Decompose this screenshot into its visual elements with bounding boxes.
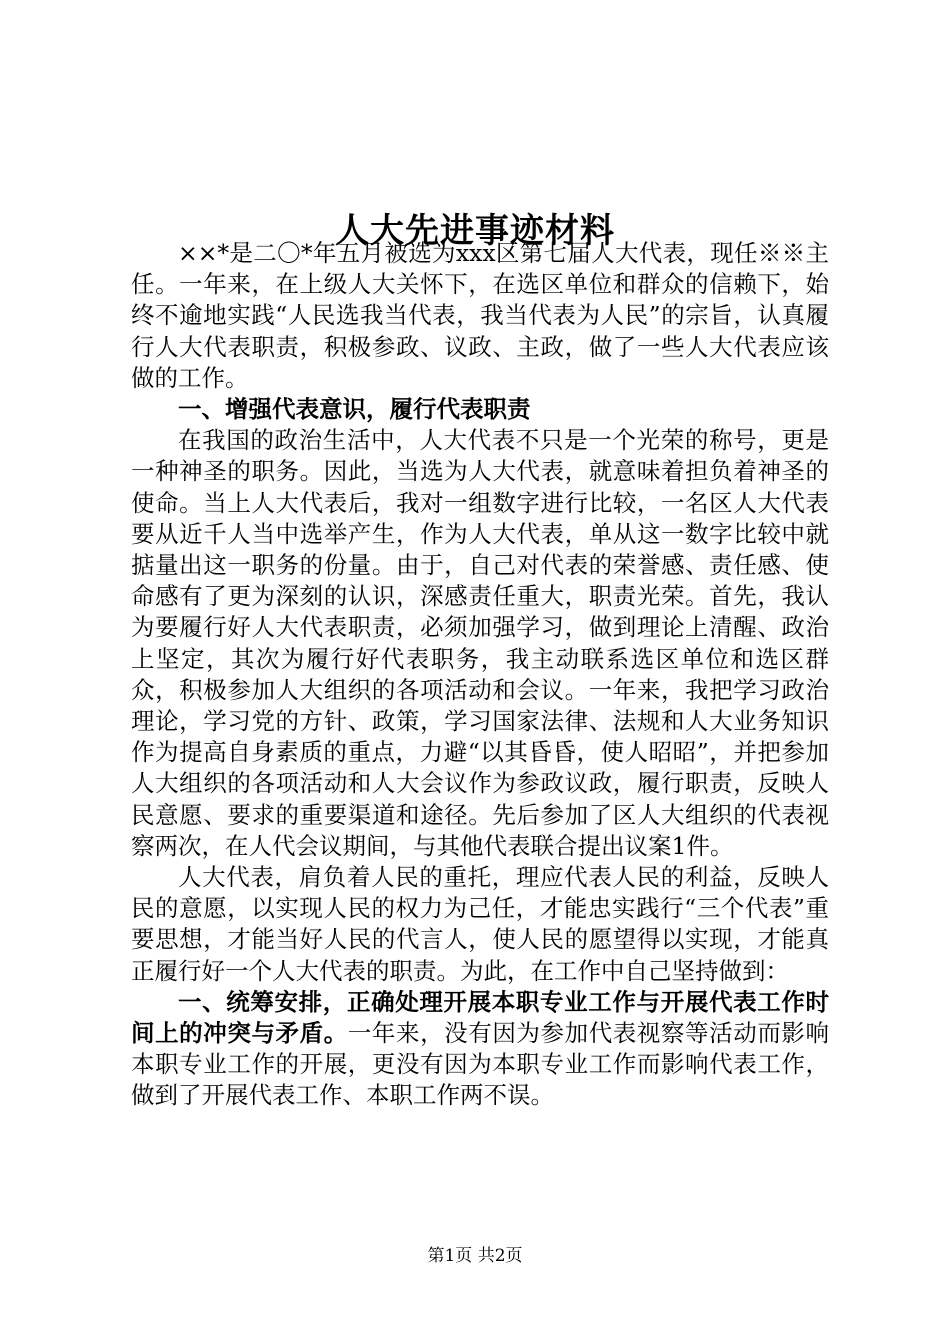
paragraph-representative: 人大代表，肩负着人民的重托，理应代表人民的利益，反映人民的意愿，以实现人民的权力为己任，才能忠实践行“三个代表”重要思想，才能当好人民的代言人，使人民的愿望得以实现，才能真正履行好一个人大代表的职责。为此，在工作中自己坚持做到：	[131, 863, 829, 985]
document-title: 人大先进事迹材料	[335, 210, 615, 251]
paragraph-duty: 在我国的政治生活中，人大代表不只是一个光荣的称号，更是一种神圣的职务。因此，当选为人大代表，就意味着担负着神圣的使命。当上人大代表后，我对一组数字进行比较，一名区人大代表要从近千人当中选举产生，作为人大代表，单从这一数字比较中就掂量出这一职务的份量。由于，自己对代表的荣誉感、责任感、使命感有了更为深刻的认识，深感责任重大，职责光荣。首先，我认为要履行好人大代表职责，必须加强学习，做到理论上清醒、政治上坚定，其次为履行好代表职务，我主动联系选区单位和选区群众，积极参加人大组织的各项活动和会议。一年来，我把学习政治理论，学习党的方针、政策，学习国家法律、法规和人大业务知识作为提高自身素质的重点，力避“以其昏昏，使人昭昭”，并把参加人大组织的各项活动和人大会议作为参政议政，履行职责，反映人民意愿、要求的重要渠道和途径。先后参加了区人大组织的代表视察两次，在人代会议期间，与其他代表联合提出议案1件。	[131, 426, 829, 860]
paragraph-intro: ××*是二〇*年五月被选为xxx区第七届人大代表，现任※※主任。一年来，在上级人大关怀下，在选区单位和群众的信赖下，始终不逾地实践“人民选我当代表，我当代表为人民”的宗旨，认真履行人大代表职责，积极参政、议政、主政，做了一些人大代表应该做的工作。	[131, 239, 829, 392]
point-1-bold-lead: 一、统筹安排，正确处理开展本职专业工作与开展代表工作时间上的冲突与矛盾。	[131, 987, 829, 1048]
section-heading-1: 一、增强代表意识，履行代表职责	[178, 395, 531, 424]
page-footer: 第1页 共2页	[427, 1246, 523, 1266]
paragraph-point-1	[131, 987, 829, 1112]
document-body	[131, 238, 829, 1112]
point-1-text: 一年来，没有因为参加代表视察等活动而影响本职专业工作的开展，更没有因为本职专业工作而影响代表工作，做到了开展代表工作、本职工作两不误。	[131, 1019, 830, 1110]
